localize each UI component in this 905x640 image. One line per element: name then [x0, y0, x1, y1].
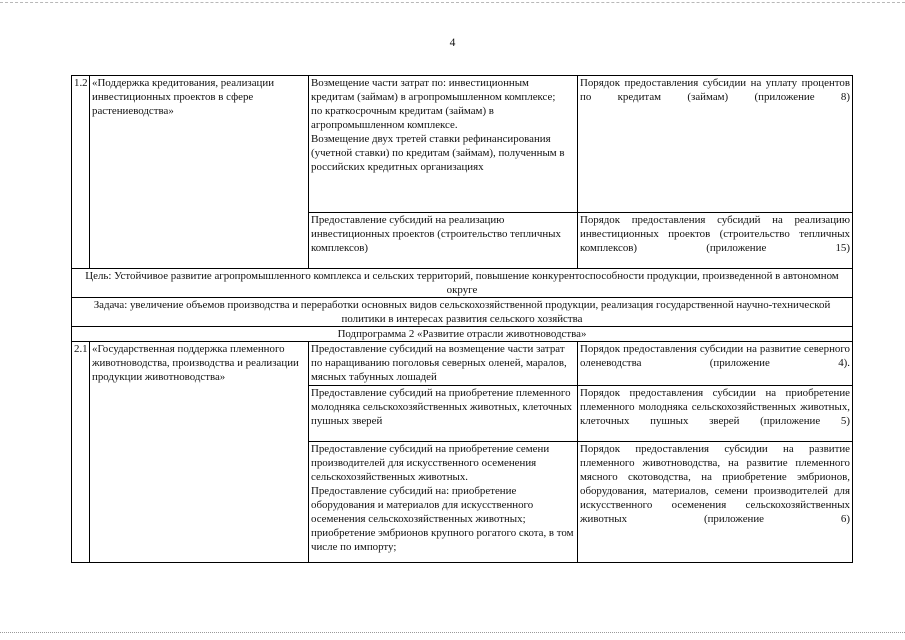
table-row: [72, 269, 853, 298]
page-number: 4: [449, 37, 456, 49]
measure-cell: Возмещение части затрат по: инвестиционным кредитам (займам) в агропромышленном комплексе; по краткосрочным кредитам (займам) в агропромышленном комплексе. Возмещение двух третей ставки рефинансирования (учетной ставки) по кредитам (займам), полученным в российских кредитных организациях: [309, 76, 578, 213]
task-cell: Задача: увеличение объемов производства и переработки основных видов сельскохозяйственной продукции, реализация государственной научно-технической политики в интересах развития сельского хозяйства: [72, 298, 853, 327]
order-cell: Порядок предоставления субсидии на развитие племенного животноводства, на развитие племенного мясного скотоводства, на приобретение эмбрионов, оборудования, материалов, семени производителей для искусственного осеменения сельскохозяйственных животных (приложение 6): [578, 442, 853, 563]
order-cell: Порядок предоставления субсидии на развитие северного оленеводства (приложение 4).: [578, 342, 853, 386]
order-cell: Порядок предоставления субсидий на реализацию инвестиционных проектов (строительство тепличных комплексов) (приложение 15): [578, 213, 853, 269]
measure-cell: Предоставление субсидий на возмещение части затрат по наращиванию поголовья северных оленей, маралов, мясных табунных лошадей: [309, 342, 578, 386]
measure-cell: Предоставление субсидий на приобретение семени производителей для искусственного осеменения сельскохозяйственных животных. Предоставление субсидий на: приобретение оборудования и материалов для искусственного осеменения сельскохозяйственных животных; приобретение эмбрионов крупного рогатого скота, в том числе по импорту;: [309, 442, 578, 563]
table-row: [72, 327, 853, 342]
row-number: 1.2: [72, 76, 90, 269]
program-table: [71, 75, 853, 563]
subprogram-title: Подпрограмма 2 «Развитие отрасли животноводства»: [72, 327, 853, 342]
table-row: [72, 76, 853, 213]
order-cell: Порядок предоставления субсидии на уплату процентов по кредитам (займам) (приложение 8): [578, 76, 853, 213]
scan-bottom-edge: [0, 632, 905, 633]
scan-top-edge: [0, 2, 905, 3]
order-cell: Порядок предоставления субсидии на приобретение племенного молодняка сельскохозяйственных животных, клеточных пушных зверей (приложение 5): [578, 386, 853, 442]
goal-cell: Цель: Устойчивое развитие агропромышленного комплекса и сельских территорий, повышение конкурентоспособности продукции, произведенной в автономном округе: [72, 269, 853, 298]
activity-name: «Поддержка кредитования, реализации инвестиционных проектов в сфере растениеводства»: [90, 76, 309, 269]
table-row: [72, 298, 853, 327]
measure-cell: Предоставление субсидий на приобретение племенного молодняка сельскохозяйственных животных, клеточных пушных зверей: [309, 386, 578, 442]
table-row: [72, 342, 853, 386]
row-number: 2.1: [72, 342, 90, 563]
activity-name: «Государственная поддержка племенного животноводства, производства и реализации продукции животноводства»: [90, 342, 309, 563]
measure-cell: Предоставление субсидий на реализацию инвестиционных проектов (строительство тепличных комплексов): [309, 213, 578, 269]
